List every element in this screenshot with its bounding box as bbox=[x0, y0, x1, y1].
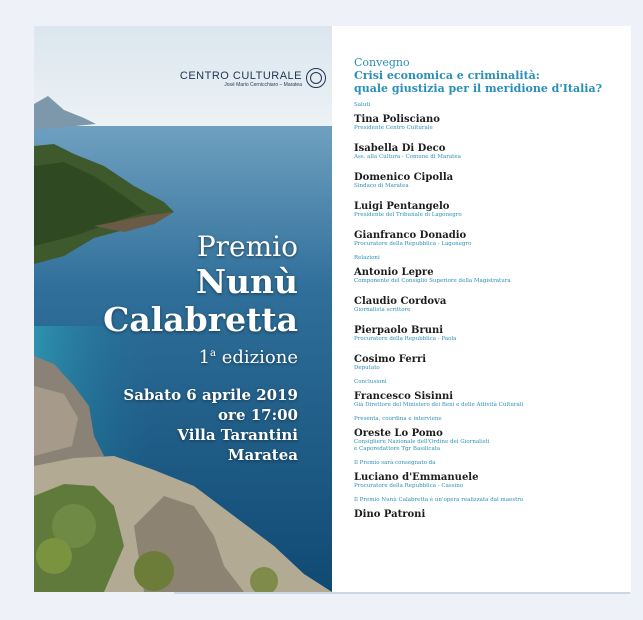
speaker-role: Procuratore della Repubblica - Cassino bbox=[354, 483, 464, 489]
speaker-name: Gianfranco Donadio bbox=[354, 230, 467, 241]
speaker-role: Giornalista scrittore bbox=[354, 307, 411, 313]
conference-title-line2: quale giustizia per il meridione d'Italia? bbox=[354, 82, 603, 95]
section-presenta: Presenta, coordina e interviene bbox=[354, 416, 442, 422]
speaker-name: Antonio Lepre bbox=[354, 267, 434, 278]
section-opera: Il Premio Nunù Calabretta è un'opera realizzata dal maestro bbox=[354, 497, 524, 503]
speaker-name: Domenico Cipolla bbox=[354, 172, 454, 183]
speaker-role: Già Direttore del Ministero dei Beni e delle Attività Culturali bbox=[354, 402, 524, 408]
event-title-block bbox=[103, 231, 298, 465]
award-name-last: Calabretta bbox=[103, 300, 298, 339]
speaker-role: Ass. alla Cultura - Comune di Maratea bbox=[354, 154, 461, 160]
bottom-rule bbox=[174, 592, 630, 594]
speaker-name: Tina Polisciano bbox=[354, 114, 440, 125]
speaker-name: Francesco Sisinni bbox=[354, 391, 454, 402]
speaker-name: Dino Patroni bbox=[354, 509, 426, 520]
speaker-role: Presidente Centro Culturale bbox=[354, 125, 433, 131]
conference-title-line1: Crisi economica e criminalità: bbox=[354, 69, 540, 82]
logo-title: CENTRO CULTURALE bbox=[179, 70, 302, 82]
cultural-center-logo bbox=[180, 70, 302, 88]
speaker-role: Procuratore della Repubblica - Paola bbox=[354, 336, 457, 342]
speaker-name: Cosimo Ferri bbox=[354, 354, 427, 365]
speaker-name: Claudio Cordova bbox=[354, 296, 447, 307]
speaker-name: Oreste Lo Pomo bbox=[354, 428, 443, 439]
speaker-role: Presidente del Tribunale di Lagonegro bbox=[354, 212, 462, 218]
speaker-role: Consigliere Nazionale dell'Ordine dei Giornalisti bbox=[354, 439, 490, 445]
coastline-photo bbox=[34, 26, 332, 592]
program-column bbox=[354, 57, 626, 520]
speaker-name: Luciano d'Emmanuele bbox=[354, 472, 479, 483]
speaker-role: Sindaco di Maratea bbox=[354, 183, 409, 189]
speaker-role: Componente del Consiglio Superiore della Magistratura bbox=[354, 278, 511, 284]
speaker-role: e Caporedattore Tgr Basilicata bbox=[354, 446, 441, 452]
poster bbox=[34, 26, 631, 592]
speaker-name: Pierpaolo Bruni bbox=[354, 325, 444, 336]
event-time: ore 17:00 bbox=[218, 406, 298, 424]
section-relazioni: Relazioni bbox=[354, 255, 380, 261]
section-premio: Il Premio sarà consegnato da bbox=[354, 460, 436, 466]
speaker-name: Luigi Pentangelo bbox=[354, 201, 450, 212]
seal-icon bbox=[306, 68, 326, 88]
event-venue: Villa Tarantini bbox=[177, 426, 298, 444]
section-conclusioni: Conclusioni bbox=[354, 379, 387, 385]
premio-word: Premio bbox=[196, 230, 298, 263]
event-city: Maratea bbox=[227, 446, 298, 464]
speaker-role: Deputato bbox=[354, 365, 380, 371]
speaker-role: Procuratore della Repubblica - Lagonegro bbox=[354, 241, 472, 247]
bottom-margin bbox=[0, 592, 643, 620]
speaker-name: Isabella Di Deco bbox=[354, 143, 446, 154]
logo-subtitle: José Mario Cernicchiaro – Maratea bbox=[224, 82, 302, 88]
edition-label: 1$^a$ edizione bbox=[198, 347, 298, 368]
award-name-first: Nunù bbox=[195, 262, 298, 301]
event-date: Sabato 6 aprile 2019 bbox=[123, 386, 298, 404]
section-saluti: Saluti bbox=[354, 102, 371, 108]
convegno-label: Convegno bbox=[354, 56, 410, 69]
